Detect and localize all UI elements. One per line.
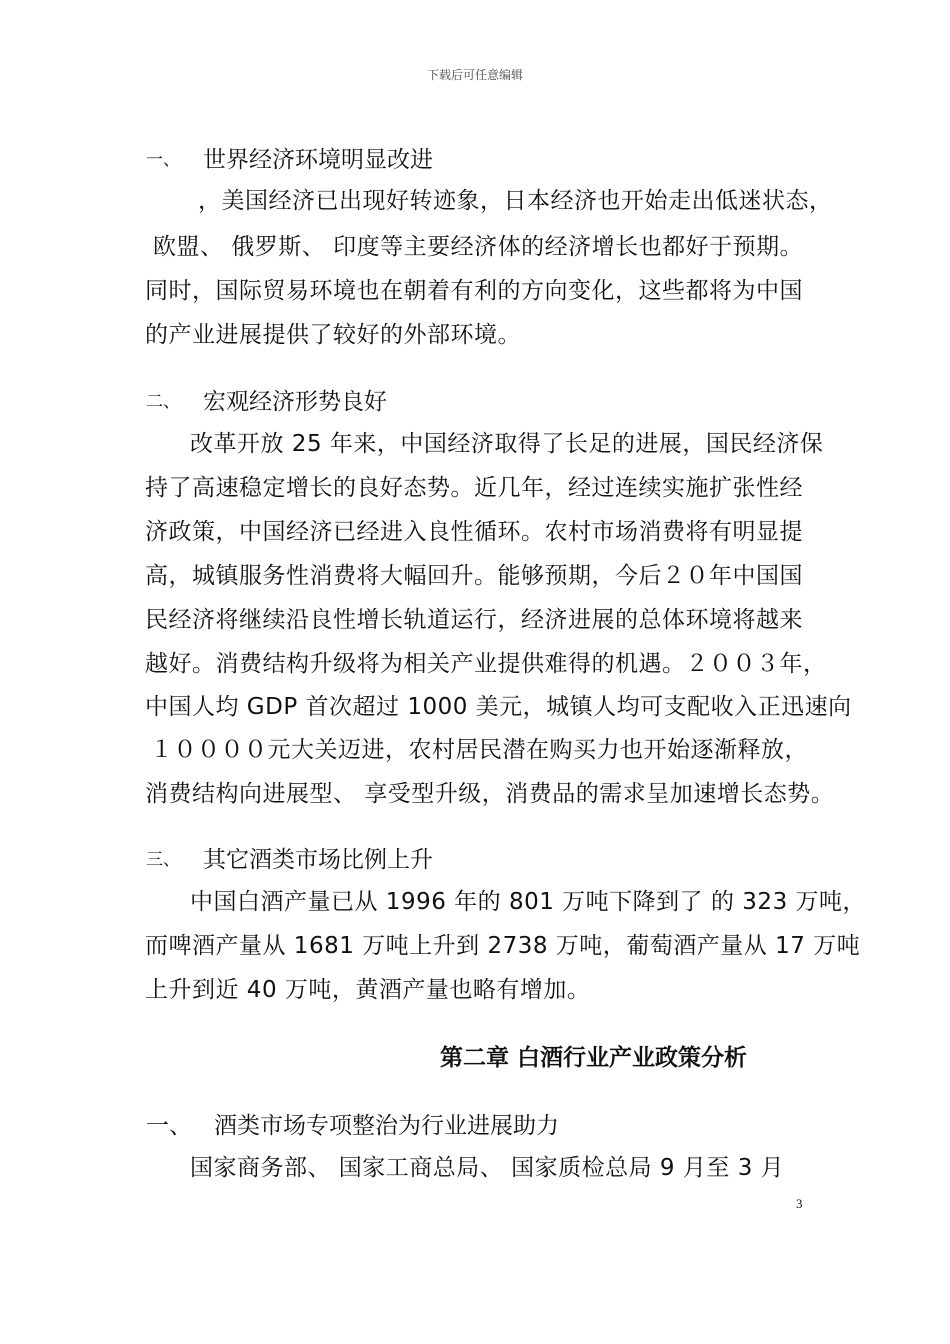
section-2-title: 宏观经济形势良好 [203, 389, 387, 415]
section-1-title: 世界经济环境明显改进 [203, 147, 433, 173]
page-header: 下载后可任意编辑 [426, 68, 523, 82]
section-3-line-3: 上升到近 40 万吨，黄酒产量也略有增加。 [145, 977, 591, 1003]
section-3-number: 三、 [146, 850, 180, 870]
chapter-title: 第二章 白酒行业产业政策分析 [440, 1045, 748, 1071]
section-2-line-6: 越好。消费结构升级将为相关产业提供难得的机遇。２００３年， [145, 651, 827, 677]
chapter-section-1-number: 一、 [146, 1113, 192, 1139]
section-2-line-8: １００００元大关迈进，农村居民潜在购买力也开始逐渐释放， [150, 737, 808, 763]
chapter-section-1-line-1: 国家商务部、 国家工商总局、 国家质检总局 9 月至 3 月 [190, 1155, 785, 1181]
section-2-line-3: 济政策，中国经济已经进入良性循环。农村市场消费将有明显提 [145, 519, 803, 545]
section-3-title: 其它酒类市场比例上升 [203, 847, 433, 873]
section-2-line-4: 高，城镇服务性消费将大幅回升。能够预期，今后２０年中国国 [145, 563, 803, 589]
section-1-line-2: 欧盟、 俄罗斯、 印度等主要经济体的经济增长也都好于预期。 [153, 234, 804, 260]
chapter-section-1-title: 酒类市场专项整治为行业进展助力 [214, 1113, 559, 1139]
page-number: 3 [796, 1196, 803, 1211]
section-2-line-7: 中国人均 GDP 首次超过 1000 美元，城镇人均可支配收入正迅速向 [145, 694, 852, 720]
section-1-line-3: 同时，国际贸易环境也在朝着有利的方向变化，这些都将为中国 [145, 278, 803, 304]
section-2-line-5: 民经济将继续沿良性增长轨道运行，经济进展的总体环境将越来 [145, 607, 803, 633]
section-1-number: 一、 [146, 150, 180, 170]
section-3-line-1: 中国白酒产量已从 1996 年的 801 万吨下降到了 的 323 万吨， [190, 889, 867, 915]
section-2-line-2: 持了高速稳定增长的良好态势。近几年，经过连续实施扩张性经 [145, 475, 803, 501]
section-1-line-4: 的产业进展提供了较好的外部环境。 [145, 322, 521, 348]
section-2-number: 二、 [146, 392, 180, 412]
section-1-line-1: ，美国经济已出现好转迹象，日本经济也开始走出低迷状态， [198, 188, 833, 214]
section-2-line-1: 改革开放 25 年来，中国经济取得了长足的进展，国民经济保 [190, 431, 824, 457]
section-3-line-2: 而啤酒产量从 1681 万吨上升到 2738 万吨，葡萄酒产量从 17 万吨 [145, 933, 861, 959]
section-2-line-9: 消费结构向进展型、 享受型升级，消费品的需求呈加速增长态势。 [145, 781, 835, 807]
